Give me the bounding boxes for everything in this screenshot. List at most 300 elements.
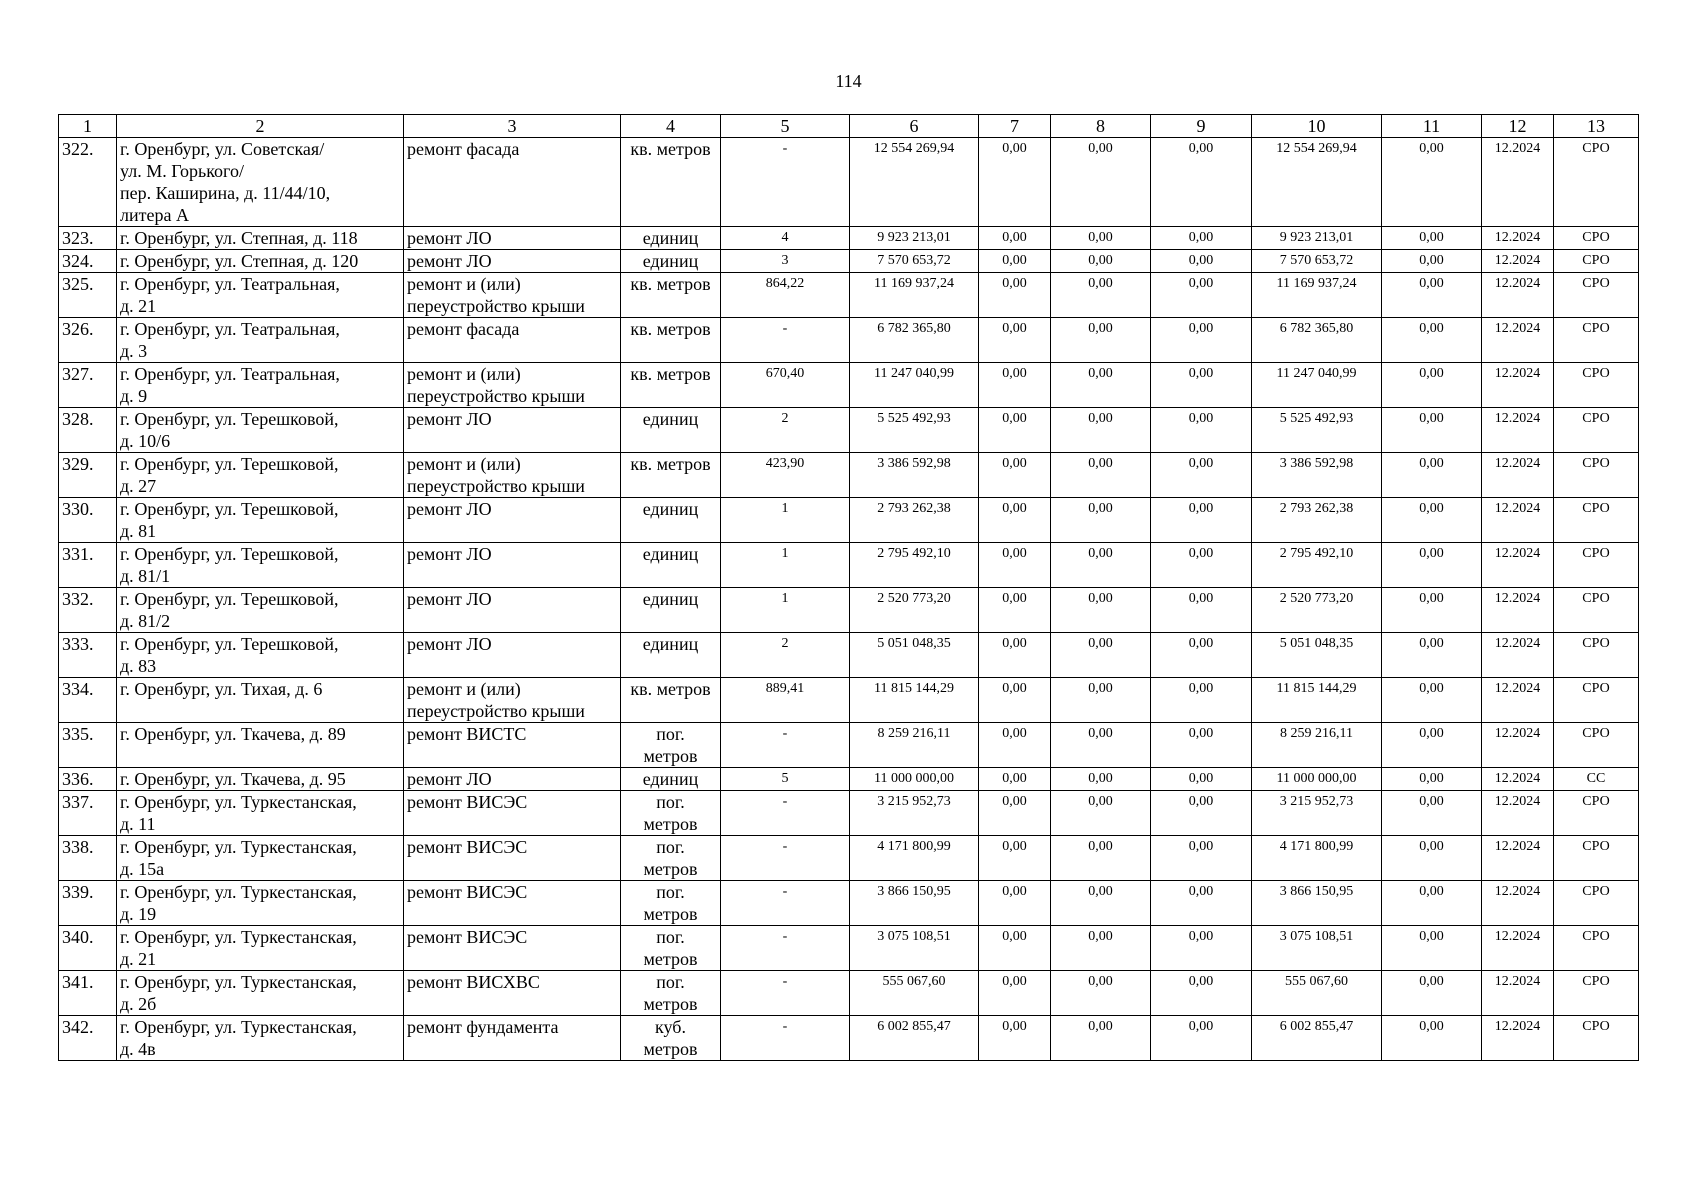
row-number: 339. <box>59 881 117 926</box>
unit-cell: кв. метров <box>621 138 721 227</box>
cost-cell: 0,00 <box>1151 138 1252 227</box>
cost-cell: 0,00 <box>1151 926 1252 971</box>
total-cost-cell: 11 247 040,99 <box>850 363 979 408</box>
cost-cell: 0,00 <box>1051 453 1151 498</box>
completion-date-cell: 12.2024 <box>1482 543 1554 588</box>
method-cell: СРО <box>1554 408 1639 453</box>
address-cell: г. Оренбург, ул. Советская/ ул. М. Горького/ пер. Каширина, д. 11/44/10, литера А <box>117 138 404 227</box>
row-number: 342. <box>59 1016 117 1061</box>
row-number: 331. <box>59 543 117 588</box>
cost-cell: 0,00 <box>979 881 1051 926</box>
completion-date-cell: 12.2024 <box>1482 633 1554 678</box>
work-type-cell: ремонт ВИСЭС <box>404 836 621 881</box>
quantity-cell: 2 <box>721 408 850 453</box>
total-cost-cell: 12 554 269,94 <box>850 138 979 227</box>
row-number: 337. <box>59 791 117 836</box>
fund-cost-cell: 12 554 269,94 <box>1252 138 1382 227</box>
cost-cell: 0,00 <box>979 791 1051 836</box>
total-cost-cell: 3 866 150,95 <box>850 881 979 926</box>
total-cost-cell: 5 051 048,35 <box>850 633 979 678</box>
table-row <box>59 318 1639 363</box>
completion-date-cell: 12.2024 <box>1482 498 1554 543</box>
work-type-cell: ремонт и (или) переустройство крыши <box>404 363 621 408</box>
cost-cell: 0,00 <box>1151 768 1252 791</box>
total-cost-cell: 8 259 216,11 <box>850 723 979 768</box>
address-cell: г. Оренбург, ул. Туркестанская, д. 19 <box>117 881 404 926</box>
fund-cost-cell: 7 570 653,72 <box>1252 250 1382 273</box>
fund-cost-cell: 11 000 000,00 <box>1252 768 1382 791</box>
quantity-cell: - <box>721 723 850 768</box>
column-header: 13 <box>1554 115 1639 138</box>
row-number: 340. <box>59 926 117 971</box>
total-cost-cell: 11 169 937,24 <box>850 273 979 318</box>
work-type-cell: ремонт ЛО <box>404 543 621 588</box>
row-number: 341. <box>59 971 117 1016</box>
fund-cost-cell: 3 215 952,73 <box>1252 791 1382 836</box>
address-cell: г. Оренбург, ул. Степная, д. 118 <box>117 227 404 250</box>
total-cost-cell: 7 570 653,72 <box>850 250 979 273</box>
total-cost-cell: 2 795 492,10 <box>850 543 979 588</box>
cost-cell: 0,00 <box>1051 971 1151 1016</box>
address-cell: г. Оренбург, ул. Терешковой, д. 81/1 <box>117 543 404 588</box>
method-cell: СРО <box>1554 250 1639 273</box>
row-number: 324. <box>59 250 117 273</box>
method-cell: СРО <box>1554 633 1639 678</box>
cost-cell: 0,00 <box>1382 453 1482 498</box>
page-number: 114 <box>835 71 862 91</box>
completion-date-cell: 12.2024 <box>1482 971 1554 1016</box>
address-cell: г. Оренбург, ул. Ткачева, д. 95 <box>117 768 404 791</box>
table-row <box>59 498 1639 543</box>
method-cell: СРО <box>1554 971 1639 1016</box>
cost-cell: 0,00 <box>1151 881 1252 926</box>
table-row <box>59 453 1639 498</box>
cost-cell: 0,00 <box>1151 543 1252 588</box>
table-row <box>59 678 1639 723</box>
cost-cell: 0,00 <box>979 453 1051 498</box>
cost-cell: 0,00 <box>1382 926 1482 971</box>
unit-cell: кв. метров <box>621 318 721 363</box>
row-number: 338. <box>59 836 117 881</box>
fund-cost-cell: 555 067,60 <box>1252 971 1382 1016</box>
cost-cell: 0,00 <box>1382 633 1482 678</box>
quantity-cell: 1 <box>721 588 850 633</box>
work-type-cell: ремонт фундамента <box>404 1016 621 1061</box>
cost-cell: 0,00 <box>1051 836 1151 881</box>
unit-cell: единиц <box>621 408 721 453</box>
total-cost-cell: 6 002 855,47 <box>850 1016 979 1061</box>
cost-cell: 0,00 <box>979 633 1051 678</box>
total-cost-cell: 6 782 365,80 <box>850 318 979 363</box>
cost-cell: 0,00 <box>1382 791 1482 836</box>
work-type-cell: ремонт ЛО <box>404 227 621 250</box>
completion-date-cell: 12.2024 <box>1482 273 1554 318</box>
fund-cost-cell: 11 815 144,29 <box>1252 678 1382 723</box>
quantity-cell: - <box>721 881 850 926</box>
cost-cell: 0,00 <box>1151 363 1252 408</box>
column-header: 10 <box>1252 115 1382 138</box>
cost-cell: 0,00 <box>979 768 1051 791</box>
column-header: 7 <box>979 115 1051 138</box>
quantity-cell: 5 <box>721 768 850 791</box>
table-row <box>59 768 1639 791</box>
total-cost-cell: 4 171 800,99 <box>850 836 979 881</box>
method-cell: СРО <box>1554 588 1639 633</box>
total-cost-cell: 2 520 773,20 <box>850 588 979 633</box>
work-type-cell: ремонт ЛО <box>404 408 621 453</box>
completion-date-cell: 12.2024 <box>1482 227 1554 250</box>
unit-cell: единиц <box>621 588 721 633</box>
total-cost-cell: 11 815 144,29 <box>850 678 979 723</box>
total-cost-cell: 555 067,60 <box>850 971 979 1016</box>
cost-cell: 0,00 <box>1382 363 1482 408</box>
completion-date-cell: 12.2024 <box>1482 363 1554 408</box>
fund-cost-cell: 3 866 150,95 <box>1252 881 1382 926</box>
quantity-cell: 4 <box>721 227 850 250</box>
cost-cell: 0,00 <box>1382 273 1482 318</box>
cost-cell: 0,00 <box>1051 543 1151 588</box>
completion-date-cell: 12.2024 <box>1482 250 1554 273</box>
total-cost-cell: 3 215 952,73 <box>850 791 979 836</box>
completion-date-cell: 12.2024 <box>1482 881 1554 926</box>
work-type-cell: ремонт и (или) переустройство крыши <box>404 453 621 498</box>
unit-cell: единиц <box>621 543 721 588</box>
cost-cell: 0,00 <box>1051 498 1151 543</box>
column-header: 8 <box>1051 115 1151 138</box>
cost-cell: 0,00 <box>1382 250 1482 273</box>
cost-cell: 0,00 <box>979 971 1051 1016</box>
address-cell: г. Оренбург, ул. Туркестанская, д. 4в <box>117 1016 404 1061</box>
cost-cell: 0,00 <box>979 363 1051 408</box>
cost-cell: 0,00 <box>1051 881 1151 926</box>
fund-cost-cell: 2 793 262,38 <box>1252 498 1382 543</box>
quantity-cell: 889,41 <box>721 678 850 723</box>
cost-cell: 0,00 <box>979 543 1051 588</box>
cost-cell: 0,00 <box>1151 1016 1252 1061</box>
method-cell: СРО <box>1554 318 1639 363</box>
fund-cost-cell: 5 051 048,35 <box>1252 633 1382 678</box>
address-cell: г. Оренбург, ул. Ткачева, д. 89 <box>117 723 404 768</box>
cost-cell: 0,00 <box>1382 836 1482 881</box>
address-cell: г. Оренбург, ул. Театральная, д. 21 <box>117 273 404 318</box>
table-row <box>59 723 1639 768</box>
total-cost-cell: 2 793 262,38 <box>850 498 979 543</box>
method-cell: СРО <box>1554 926 1639 971</box>
method-cell: СРО <box>1554 723 1639 768</box>
cost-cell: 0,00 <box>1051 768 1151 791</box>
fund-cost-cell: 3 386 592,98 <box>1252 453 1382 498</box>
unit-cell: пог. метров <box>621 836 721 881</box>
cost-cell: 0,00 <box>1151 971 1252 1016</box>
table-row <box>59 138 1639 227</box>
unit-cell: кв. метров <box>621 273 721 318</box>
work-type-cell: ремонт ЛО <box>404 633 621 678</box>
column-header: 11 <box>1382 115 1482 138</box>
method-cell: СРО <box>1554 273 1639 318</box>
cost-cell: 0,00 <box>1382 408 1482 453</box>
work-type-cell: ремонт и (или) переустройство крыши <box>404 273 621 318</box>
unit-cell: кв. метров <box>621 678 721 723</box>
unit-cell: пог. метров <box>621 926 721 971</box>
unit-cell: кв. метров <box>621 453 721 498</box>
address-cell: г. Оренбург, ул. Тихая, д. 6 <box>117 678 404 723</box>
method-cell: СРО <box>1554 791 1639 836</box>
cost-cell: 0,00 <box>1382 543 1482 588</box>
cost-cell: 0,00 <box>1051 227 1151 250</box>
work-type-cell: ремонт ЛО <box>404 588 621 633</box>
fund-cost-cell: 11 247 040,99 <box>1252 363 1382 408</box>
method-cell: СРО <box>1554 227 1639 250</box>
row-number: 328. <box>59 408 117 453</box>
unit-cell: кв. метров <box>621 363 721 408</box>
completion-date-cell: 12.2024 <box>1482 588 1554 633</box>
column-header: 3 <box>404 115 621 138</box>
repair-schedule-table <box>58 114 1639 1061</box>
cost-cell: 0,00 <box>1151 633 1252 678</box>
fund-cost-cell: 3 075 108,51 <box>1252 926 1382 971</box>
cost-cell: 0,00 <box>1051 633 1151 678</box>
column-header: 6 <box>850 115 979 138</box>
total-cost-cell: 5 525 492,93 <box>850 408 979 453</box>
table-row <box>59 273 1639 318</box>
cost-cell: 0,00 <box>1051 250 1151 273</box>
cost-cell: 0,00 <box>1151 250 1252 273</box>
work-type-cell: ремонт ЛО <box>404 768 621 791</box>
unit-cell: единиц <box>621 633 721 678</box>
address-cell: г. Оренбург, ул. Театральная, д. 3 <box>117 318 404 363</box>
unit-cell: единиц <box>621 768 721 791</box>
unit-cell: куб. метров <box>621 1016 721 1061</box>
cost-cell: 0,00 <box>1151 836 1252 881</box>
column-header: 1 <box>59 115 117 138</box>
cost-cell: 0,00 <box>1151 791 1252 836</box>
quantity-cell: - <box>721 836 850 881</box>
cost-cell: 0,00 <box>1382 318 1482 363</box>
column-header: 12 <box>1482 115 1554 138</box>
cost-cell: 0,00 <box>1382 723 1482 768</box>
cost-cell: 0,00 <box>1051 318 1151 363</box>
table-row <box>59 836 1639 881</box>
method-cell: СРО <box>1554 543 1639 588</box>
method-cell: СРО <box>1554 881 1639 926</box>
table-row <box>59 250 1639 273</box>
quantity-cell: - <box>721 318 850 363</box>
row-number: 322. <box>59 138 117 227</box>
cost-cell: 0,00 <box>1382 678 1482 723</box>
completion-date-cell: 12.2024 <box>1482 678 1554 723</box>
row-number: 327. <box>59 363 117 408</box>
work-type-cell: ремонт и (или) переустройство крыши <box>404 678 621 723</box>
quantity-cell: - <box>721 1016 850 1061</box>
table-row <box>59 363 1639 408</box>
cost-cell: 0,00 <box>1051 1016 1151 1061</box>
completion-date-cell: 12.2024 <box>1482 408 1554 453</box>
cost-cell: 0,00 <box>979 408 1051 453</box>
address-cell: г. Оренбург, ул. Туркестанская, д. 15а <box>117 836 404 881</box>
total-cost-cell: 11 000 000,00 <box>850 768 979 791</box>
quantity-cell: - <box>721 926 850 971</box>
column-header: 9 <box>1151 115 1252 138</box>
table-row <box>59 543 1639 588</box>
row-number: 332. <box>59 588 117 633</box>
cost-cell: 0,00 <box>1382 138 1482 227</box>
method-cell: СРО <box>1554 138 1639 227</box>
table-row <box>59 881 1639 926</box>
total-cost-cell: 3 386 592,98 <box>850 453 979 498</box>
quantity-cell: - <box>721 971 850 1016</box>
address-cell: г. Оренбург, ул. Терешковой, д. 10/6 <box>117 408 404 453</box>
cost-cell: 0,00 <box>979 138 1051 227</box>
method-cell: СС <box>1554 768 1639 791</box>
cost-cell: 0,00 <box>1151 588 1252 633</box>
table-row <box>59 971 1639 1016</box>
quantity-cell: 2 <box>721 633 850 678</box>
row-number: 333. <box>59 633 117 678</box>
cost-cell: 0,00 <box>1382 588 1482 633</box>
cost-cell: 0,00 <box>979 723 1051 768</box>
quantity-cell: 1 <box>721 543 850 588</box>
fund-cost-cell: 11 169 937,24 <box>1252 273 1382 318</box>
column-header: 4 <box>621 115 721 138</box>
address-cell: г. Оренбург, ул. Терешковой, д. 81 <box>117 498 404 543</box>
row-number: 326. <box>59 318 117 363</box>
quantity-cell: 670,40 <box>721 363 850 408</box>
column-header: 5 <box>721 115 850 138</box>
row-number: 325. <box>59 273 117 318</box>
cost-cell: 0,00 <box>979 588 1051 633</box>
unit-cell: пог. метров <box>621 971 721 1016</box>
unit-cell: пог. метров <box>621 791 721 836</box>
unit-cell: пог. метров <box>621 881 721 926</box>
table-row <box>59 633 1639 678</box>
cost-cell: 0,00 <box>1151 273 1252 318</box>
quantity-cell: - <box>721 791 850 836</box>
cost-cell: 0,00 <box>1151 227 1252 250</box>
cost-cell: 0,00 <box>979 498 1051 543</box>
cost-cell: 0,00 <box>1382 768 1482 791</box>
address-cell: г. Оренбург, ул. Терешковой, д. 27 <box>117 453 404 498</box>
method-cell: СРО <box>1554 678 1639 723</box>
fund-cost-cell: 4 171 800,99 <box>1252 836 1382 881</box>
cost-cell: 0,00 <box>1151 723 1252 768</box>
cost-cell: 0,00 <box>1151 453 1252 498</box>
cost-cell: 0,00 <box>1382 881 1482 926</box>
quantity-cell: - <box>721 138 850 227</box>
row-number: 329. <box>59 453 117 498</box>
work-type-cell: ремонт ВИСТС <box>404 723 621 768</box>
cost-cell: 0,00 <box>1051 408 1151 453</box>
address-cell: г. Оренбург, ул. Туркестанская, д. 2б <box>117 971 404 1016</box>
row-number: 336. <box>59 768 117 791</box>
cost-cell: 0,00 <box>1151 498 1252 543</box>
cost-cell: 0,00 <box>979 836 1051 881</box>
completion-date-cell: 12.2024 <box>1482 453 1554 498</box>
cost-cell: 0,00 <box>979 926 1051 971</box>
unit-cell: единиц <box>621 227 721 250</box>
cost-cell: 0,00 <box>1151 408 1252 453</box>
address-cell: г. Оренбург, ул. Терешковой, д. 83 <box>117 633 404 678</box>
row-number: 323. <box>59 227 117 250</box>
method-cell: СРО <box>1554 1016 1639 1061</box>
cost-cell: 0,00 <box>1051 363 1151 408</box>
fund-cost-cell: 2 795 492,10 <box>1252 543 1382 588</box>
cost-cell: 0,00 <box>979 227 1051 250</box>
work-type-cell: ремонт ВИСЭС <box>404 926 621 971</box>
completion-date-cell: 12.2024 <box>1482 836 1554 881</box>
fund-cost-cell: 5 525 492,93 <box>1252 408 1382 453</box>
table-row <box>59 1016 1639 1061</box>
completion-date-cell: 12.2024 <box>1482 768 1554 791</box>
cost-cell: 0,00 <box>1051 791 1151 836</box>
address-cell: г. Оренбург, ул. Театральная, д. 9 <box>117 363 404 408</box>
total-cost-cell: 3 075 108,51 <box>850 926 979 971</box>
unit-cell: единиц <box>621 498 721 543</box>
work-type-cell: ремонт ВИСЭС <box>404 881 621 926</box>
work-type-cell: ремонт ЛО <box>404 250 621 273</box>
completion-date-cell: 12.2024 <box>1482 1016 1554 1061</box>
row-number: 335. <box>59 723 117 768</box>
cost-cell: 0,00 <box>1051 723 1151 768</box>
completion-date-cell: 12.2024 <box>1482 791 1554 836</box>
work-type-cell: ремонт ВИСХВС <box>404 971 621 1016</box>
unit-cell: единиц <box>621 250 721 273</box>
cost-cell: 0,00 <box>1382 971 1482 1016</box>
quantity-cell: 3 <box>721 250 850 273</box>
cost-cell: 0,00 <box>1051 273 1151 318</box>
work-type-cell: ремонт ВИСЭС <box>404 791 621 836</box>
table-row <box>59 588 1639 633</box>
address-cell: г. Оренбург, ул. Туркестанская, д. 11 <box>117 791 404 836</box>
quantity-cell: 864,22 <box>721 273 850 318</box>
completion-date-cell: 12.2024 <box>1482 723 1554 768</box>
work-type-cell: ремонт фасада <box>404 318 621 363</box>
table-row <box>59 791 1639 836</box>
cost-cell: 0,00 <box>979 318 1051 363</box>
row-number: 330. <box>59 498 117 543</box>
work-type-cell: ремонт ЛО <box>404 498 621 543</box>
fund-cost-cell: 6 782 365,80 <box>1252 318 1382 363</box>
cost-cell: 0,00 <box>979 678 1051 723</box>
table-row <box>59 227 1639 250</box>
completion-date-cell: 12.2024 <box>1482 138 1554 227</box>
fund-cost-cell: 8 259 216,11 <box>1252 723 1382 768</box>
work-type-cell: ремонт фасада <box>404 138 621 227</box>
table-row <box>59 408 1639 453</box>
cost-cell: 0,00 <box>1051 678 1151 723</box>
fund-cost-cell: 6 002 855,47 <box>1252 1016 1382 1061</box>
column-number-row <box>59 115 1639 138</box>
quantity-cell: 423,90 <box>721 453 850 498</box>
row-number: 334. <box>59 678 117 723</box>
cost-cell: 0,00 <box>1051 588 1151 633</box>
cost-cell: 0,00 <box>1051 138 1151 227</box>
address-cell: г. Оренбург, ул. Степная, д. 120 <box>117 250 404 273</box>
method-cell: СРО <box>1554 498 1639 543</box>
unit-cell: пог. метров <box>621 723 721 768</box>
cost-cell: 0,00 <box>1382 227 1482 250</box>
cost-cell: 0,00 <box>1151 318 1252 363</box>
cost-cell: 0,00 <box>1151 678 1252 723</box>
cost-cell: 0,00 <box>979 1016 1051 1061</box>
method-cell: СРО <box>1554 836 1639 881</box>
method-cell: СРО <box>1554 363 1639 408</box>
cost-cell: 0,00 <box>1382 1016 1482 1061</box>
cost-cell: 0,00 <box>1382 498 1482 543</box>
address-cell: г. Оренбург, ул. Туркестанская, д. 21 <box>117 926 404 971</box>
column-header: 2 <box>117 115 404 138</box>
cost-cell: 0,00 <box>1051 926 1151 971</box>
fund-cost-cell: 9 923 213,01 <box>1252 227 1382 250</box>
